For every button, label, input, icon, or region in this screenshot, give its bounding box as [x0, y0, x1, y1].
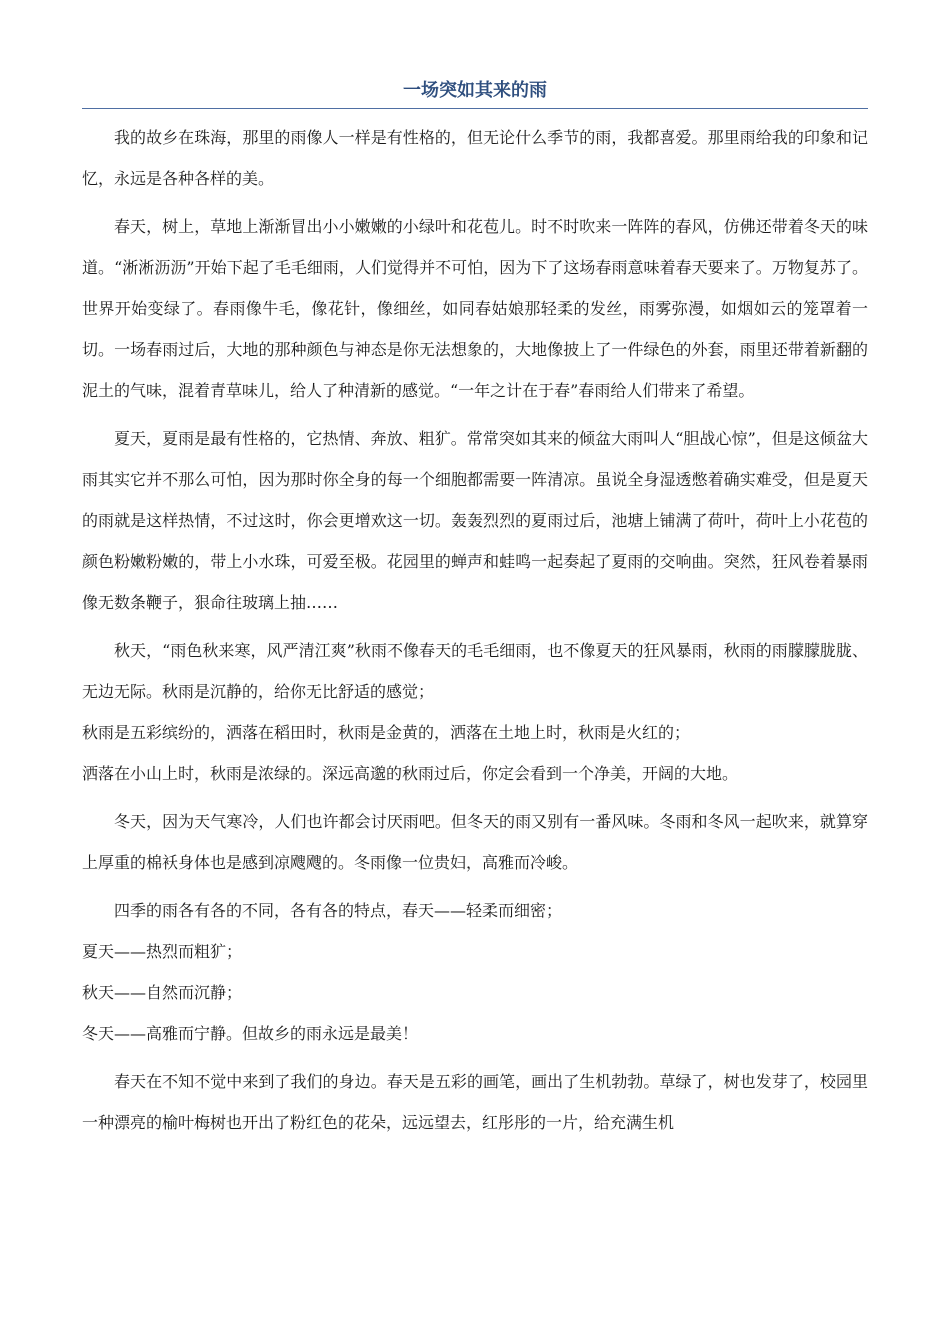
autumn-line: 秋雨是五彩缤纷的，洒落在稻田时，秋雨是金黄的，洒落在土地上时，秋雨是火红的；: [82, 723, 691, 742]
paragraph-winter: 冬天，因为天气寒冷，人们也许都会讨厌雨吧。但冬天的雨又别有一番风味。冬雨和冬风一起吹来，就算穿上厚重的棉袄身体也是感到凉飕飕的。冬雨像一位贵妇，高雅而冷峻。: [82, 812, 868, 872]
document-title: 一场突如其来的雨: [82, 78, 868, 109]
season-line: 秋天——自然而沉静；: [82, 983, 243, 1002]
season-line: 夏天——热烈而粗犷；: [82, 942, 243, 961]
paragraph-summer: 夏天，夏雨是最有性格的，它热情、奔放、粗犷。常常突如其来的倾盆大雨叫人“胆战心惊”，但是这倾盆大雨其实它并不那么可怕，因为那时你全身的每一个细胞都需要一阵清凉。虽说全身湿透憋着确实难受，但是夏天的雨就是这样热情，不过这时，你会更增欢这一切。轰轰烈烈的夏雨过后，池塘上铺满了荷叶，荷叶上小花苞的颜色粉嫩粉嫩的，带上小水珠，可爱至极。花园里的蝉声和蛙鸣一起奏起了夏雨的交响曲。突然，狂风卷着暴雨像无数条鞭子，狠命往玻璃上抽……: [82, 429, 868, 612]
paragraph-four-seasons: 四季的雨各有各的不同，各有各的特点，春天——轻柔而细密；: [114, 901, 563, 920]
paragraph-spring: 春天，树上，草地上渐渐冒出小小嫩嫩的小绿叶和花苞儿。时不时吹来一阵阵的春风，仿佛还带着冬天的味道。“淅淅沥沥”开始下起了毛毛细雨，人们觉得并不可怕，因为下了这场春雨意味着春天要来了。万物复苏了。世界开始变绿了。春雨像牛毛，像花针，像细丝，如同春姑娘那轻柔的发丝，雨雾弥漫，如烟如云的笼罩着一切。一场春雨过后，大地的那种颜色与神态是你无法想象的，大地像披上了一件绿色的外套，雨里还带着新翻的泥土的气味，混着青草味儿，给人了种清新的感觉。“一年之计在于春”春雨给人们带来了希望。: [82, 217, 868, 400]
season-line: 冬天——高雅而宁静。但故乡的雨永远是最美！: [82, 1024, 419, 1043]
autumn-line: 洒落在小山上时，秋雨是浓绿的。深远高邈的秋雨过后，你定会看到一个净美，开阔的大地。: [82, 764, 739, 783]
paragraph-autumn: 秋天，“雨色秋来寒，风严清江爽”秋雨不像春天的毛毛细雨，也不像夏天的狂风暴雨，秋雨的雨朦朦胧胧、无边无际。秋雨是沉静的，给你无比舒适的感觉；: [82, 641, 868, 701]
document-page: [82, 78, 868, 1150]
paragraph-intro: 我的故乡在珠海，那里的雨像人一样是有性格的，但无论什么季节的雨，我都喜爱。那里雨给我的印象和记忆，永远是各种各样的美。: [82, 128, 868, 188]
paragraph-spring-campus: 春天在不知不觉中来到了我们的身边。春天是五彩的画笔，画出了生机勃勃。草绿了，树也发芽了，校园里一种漂亮的榆叶梅树也开出了粉红色的花朵，远远望去，红彤彤的一片，给充满生机: [82, 1072, 868, 1132]
document-body: [82, 117, 868, 1143]
